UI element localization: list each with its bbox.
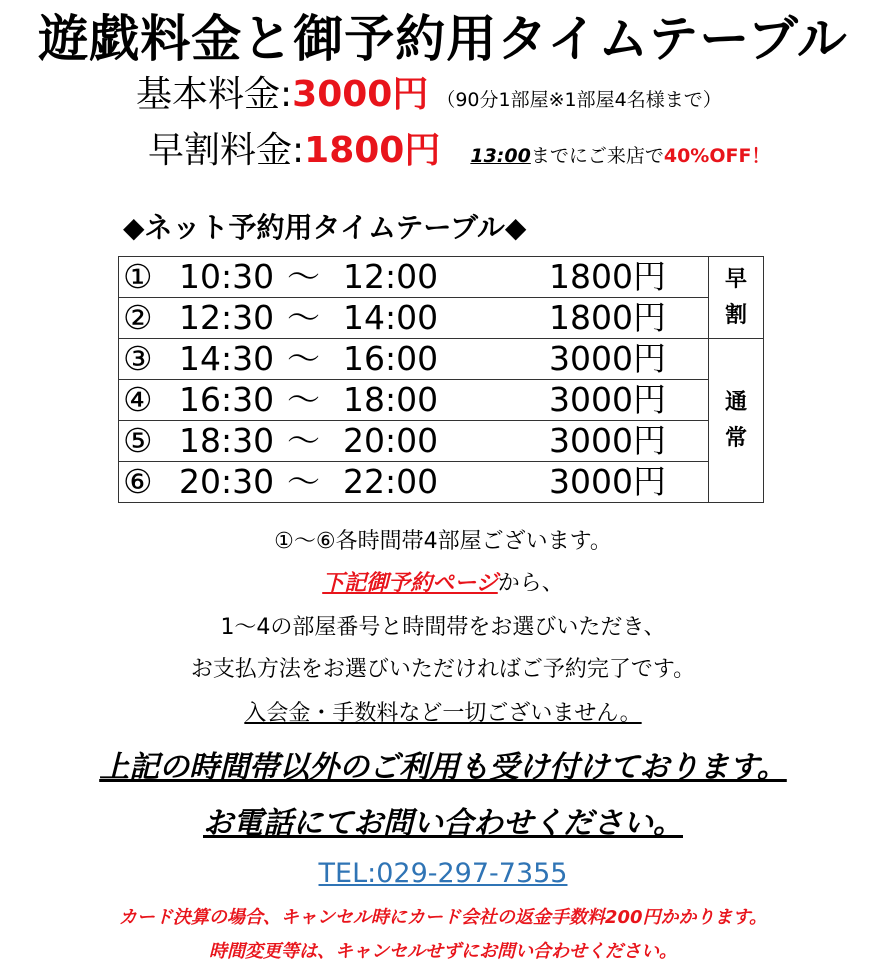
slot-price: 3000円 [549,339,666,378]
early-discount: 40%OFF！ [663,145,771,167]
slot-start: 16:30 [179,380,275,419]
slot-price: 3000円 [549,380,666,419]
timetable-heading: ◆ネット予約用タイムテーブル◆ [123,211,527,244]
early-price-value: 1800円 [304,130,441,171]
tel-link[interactable]: TEL:029-297-7355 [318,858,568,889]
slot-number: ⑥ [123,462,153,501]
page-title: 遊戯料金と御予約用タイムテーブル [38,10,848,68]
group-normal-label [709,339,764,503]
group-normal-char: 常 [724,425,747,451]
rooms-info: ①～⑥各時間帯4部屋ございます。 [274,529,612,554]
footer-card-note: カード決算の場合、キャンセル時にカード会社の返金手数料200円かかります。 [118,907,768,928]
group-early-label [709,257,764,339]
early-price-row [148,126,770,182]
slot-end: 22:00 [343,462,439,501]
basic-price-row [136,70,722,126]
basic-price-label: 基本料金: [136,74,293,115]
slot-cell [119,462,709,503]
footer-change-note: 時間変更等は、キャンセルせずにお問い合わせください。 [209,941,677,962]
slot-end: 12:00 [343,257,439,296]
group-early-char: 早 [724,266,747,292]
table-row [119,380,764,421]
slot-cell [119,257,709,298]
notice-phone-inquiry: お電話にてお問い合わせください。 [203,806,683,841]
slot-cell [119,380,709,421]
table-row [119,257,764,298]
slot-end: 18:00 [343,380,439,419]
slot-cell [119,339,709,380]
slot-number: ② [123,298,153,337]
slot-start: 18:30 [179,421,275,460]
basic-price-note: （90分1部屋※1部屋4名様まで） [436,89,722,111]
early-deadline-time: 13:00 [470,145,531,167]
group-normal-char: 通 [724,389,747,415]
slot-tilde: ～ [287,421,320,460]
slot-price: 3000円 [549,462,666,501]
slot-tilde: ～ [287,339,320,378]
booking-link-line [0,564,886,604]
slot-cell [119,298,709,339]
notice-line-1 [0,744,886,795]
early-note-text: までにご来店で [530,145,664,167]
booking-link-suffix: から、 [497,571,564,596]
early-price-label: 早割料金: [148,130,305,171]
group-early-char: 割 [724,302,747,328]
slot-tilde: ～ [287,380,320,419]
slot-price: 3000円 [549,421,666,460]
no-fee-line [0,694,886,734]
slot-start: 20:30 [179,462,275,501]
slot-tilde: ～ [287,462,320,501]
notice-other-times: 上記の時間帯以外のご利用も受け付けております。 [99,750,787,785]
table-row [119,462,764,503]
slot-end: 20:00 [343,421,439,460]
slot-price: 1800円 [549,257,666,296]
table-row [119,421,764,462]
slot-tilde: ～ [287,298,320,337]
notice-line-2 [0,800,886,851]
slot-number: ③ [123,339,153,378]
tel-line [0,852,886,898]
slot-end: 16:00 [343,339,439,378]
basic-price-value: 3000円 [292,74,429,115]
footer-line-2 [0,934,886,969]
slot-end: 14:00 [343,298,439,337]
slot-number: ⑤ [123,421,153,460]
table-row [119,298,764,339]
slot-price: 1800円 [549,298,666,337]
slot-number: ④ [123,380,153,419]
timetable [118,256,764,503]
slot-tilde: ～ [287,257,320,296]
slot-start: 14:30 [179,339,275,378]
instruction-line-2: 1～4の部屋番号と時間帯をお選びいただき、 [220,615,666,640]
early-note [470,145,770,167]
booking-page-link[interactable]: 下記御予約ページ [322,571,498,596]
footer-line-1 [0,900,886,935]
no-fee-text: 入会金・手数料など一切ございません。 [244,701,642,726]
table-row [119,339,764,380]
slot-number: ① [123,257,153,296]
instruction-line-3: お支払方法をお選びいただければご予約完了です。 [190,657,696,682]
slot-cell [119,421,709,462]
slot-start: 10:30 [179,257,275,296]
slot-start: 12:30 [179,298,275,337]
